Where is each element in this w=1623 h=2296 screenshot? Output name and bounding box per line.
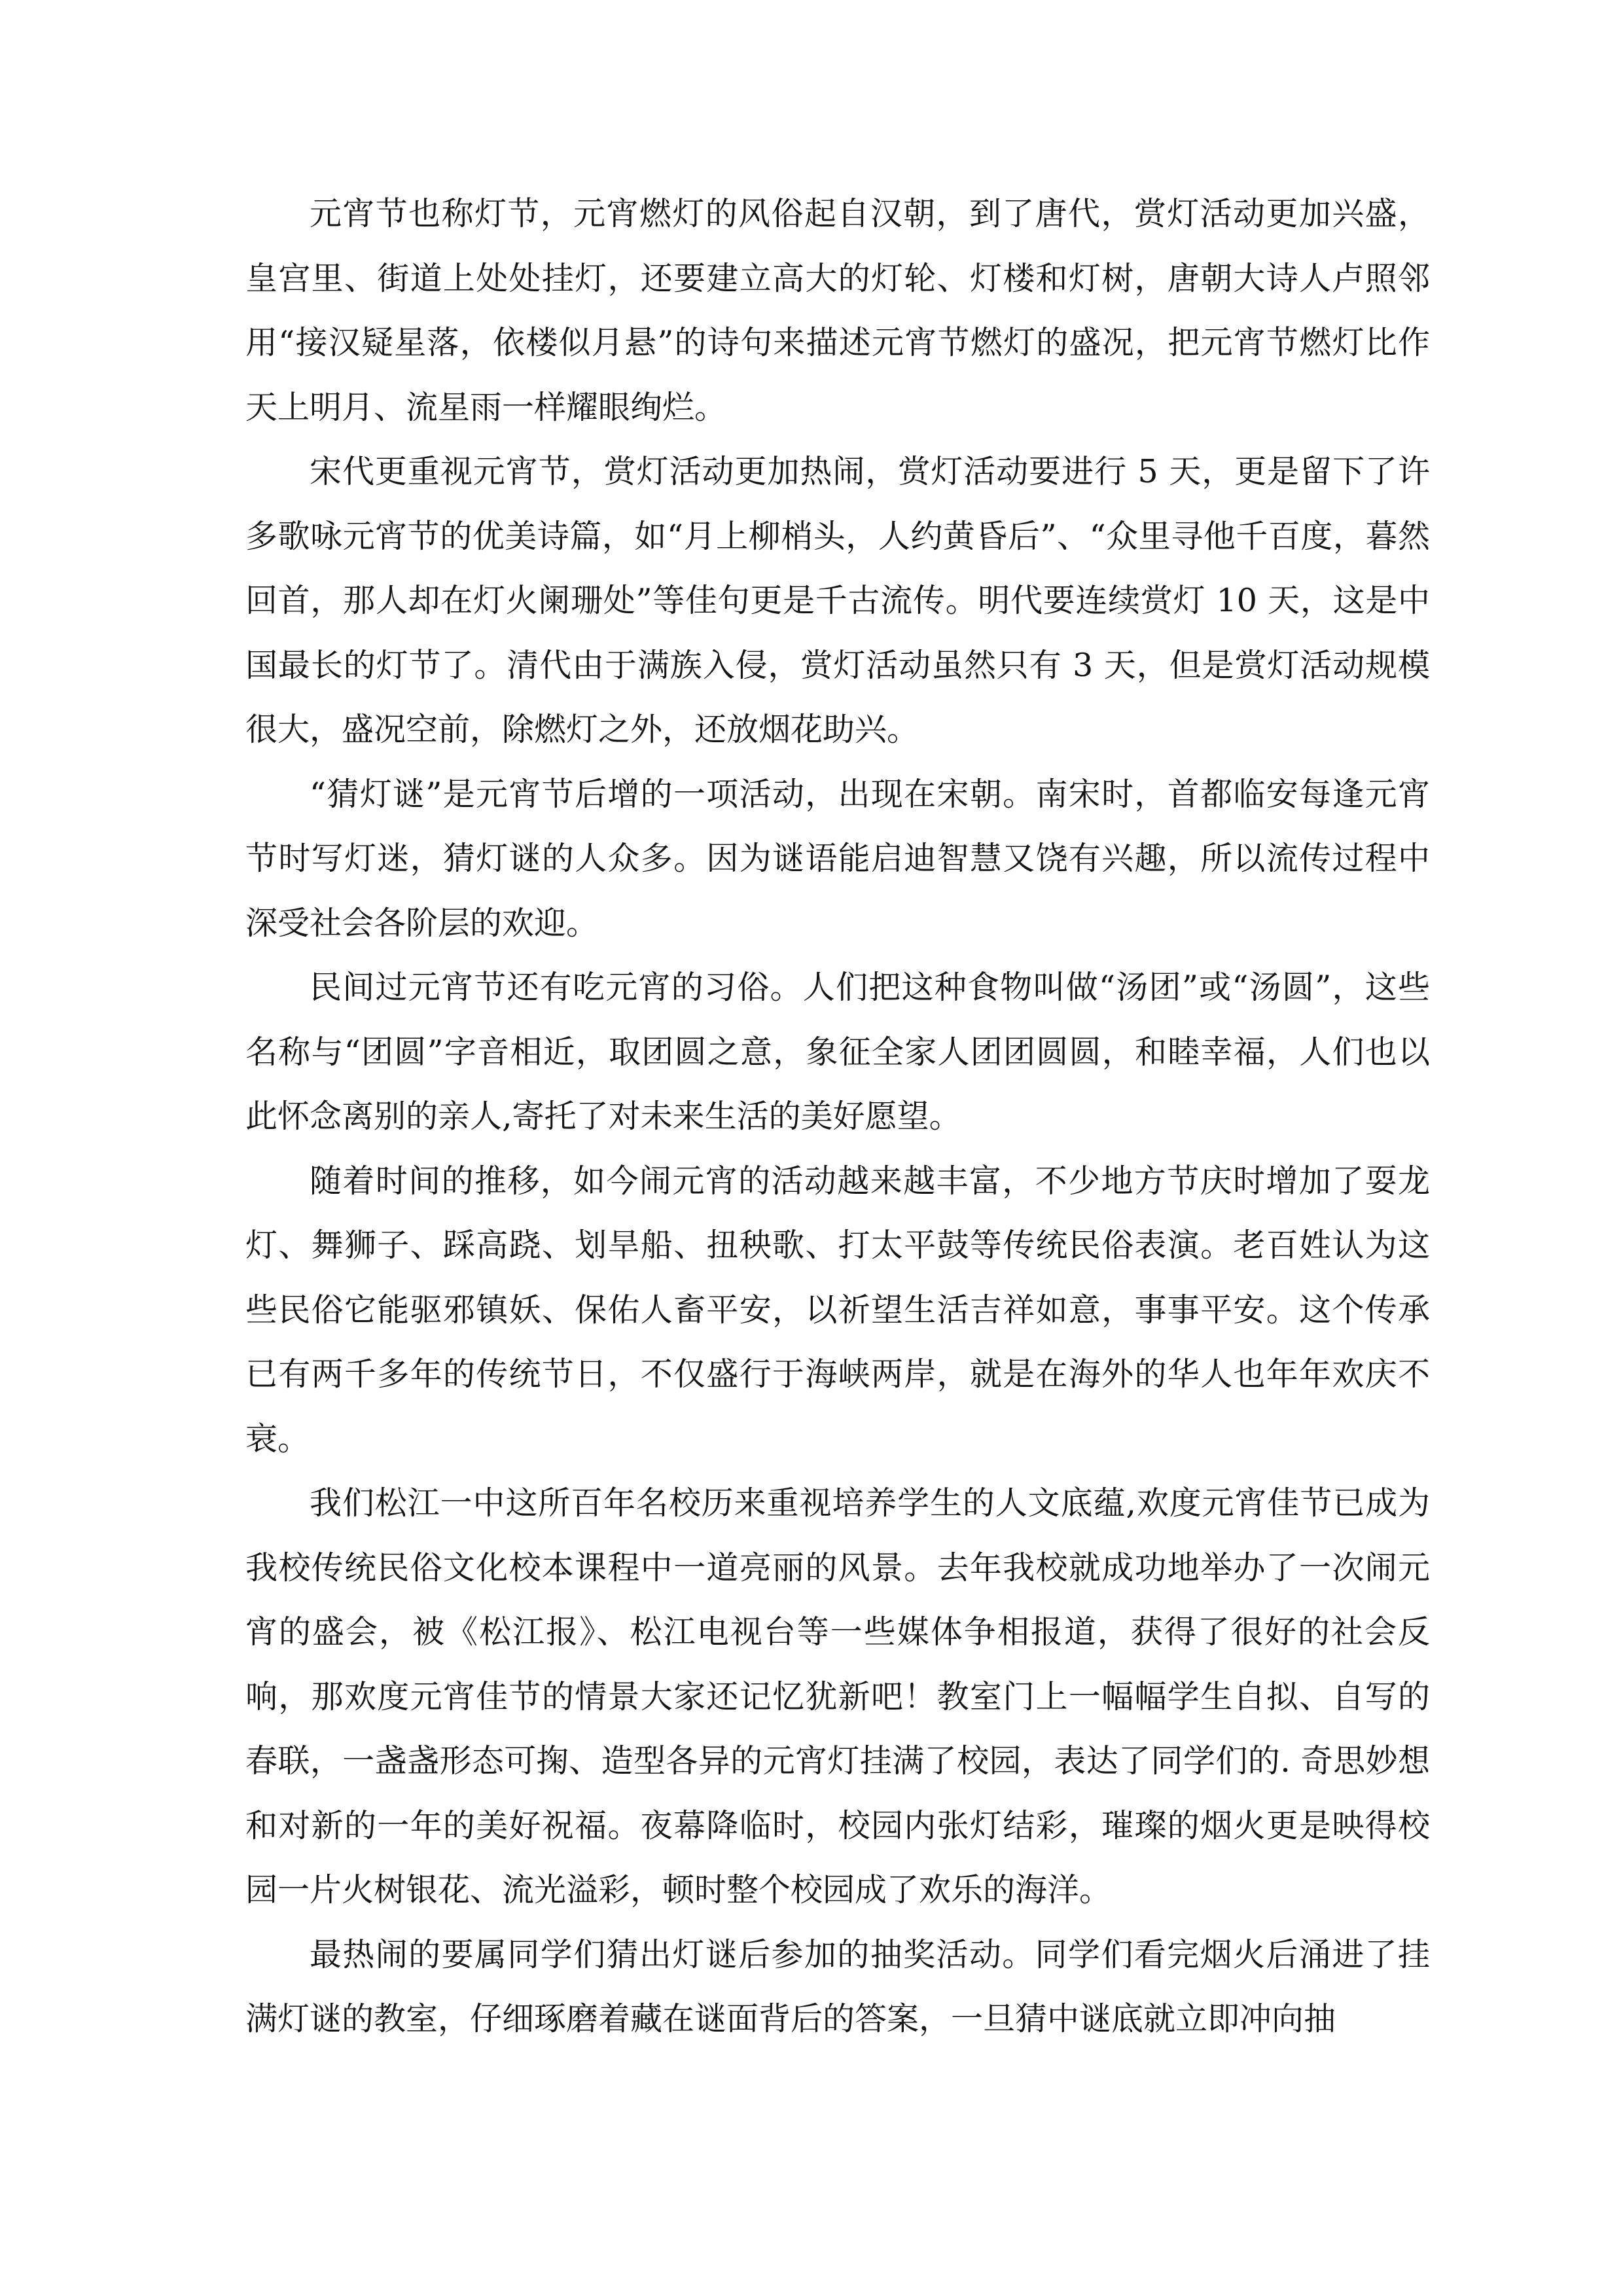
paragraph-lantern-riddles: “猜灯谜”是元宵节后增的一项活动，出现在宋朝。南宋时，首都临安每逢元宵节时写灯迷，猜灯谜的人众多。因为谜语能启迪智慧又饶有兴趣，所以流传过程中深受社会各阶层的欢迎。 (245, 775, 1430, 942)
paragraph-tangyuan-custom: 民间过元宵节还有吃元宵的习俗。人们把这种食物叫做“汤团”或“汤圆”，这些名称与“团圆”字音相近，取团圆之意，象征全家人团团圆圆，和睦幸福，人们也以此怀念离别的亲人,寄托了对未来生活的美好愿望。 (245, 969, 1430, 1135)
paragraph-folk-performances: 随着时间的推移，如今闹元宵的活动越来越丰富，不少地方节庆时增加了耍龙灯、舞狮子、踩高跷、划旱船、扭秧歌、打太平鼓等传统民俗表演。老百姓认为这些民俗它能驱邪镇妖、保佑人畜平安，以祈望生活吉祥如意，事事平安。这个传承已有两千多年的传统节日，不仅盛行于海峡两岸，就是在海外的华人也年年欢庆不衰。 (245, 1162, 1430, 1458)
document-body (245, 182, 1430, 2052)
paragraph-lantern-origin: 元宵节也称灯节，元宵燃灯的风俗起自汉朝，到了唐代，赏灯活动更加兴盛，皇宫里、街道上处处挂灯，还要建立高大的灯轮、灯楼和灯树，唐朝大诗人卢照邻用“接汉疑星落，依楼似月悬”的诗句来描述元宵节燃灯的盛况，把元宵节燃灯比作天上明月、流星雨一样耀眼绚烂。 (245, 195, 1430, 426)
paragraph-lottery-activity: 最热闹的要属同学们猜出灯谜后参加的抽奖活动。同学们看完烟火后涌进了挂满灯谜的教室，仔细琢磨着藏在谜面背后的答案，一旦猜中谜底就立即冲向抽 (245, 1935, 1430, 2037)
paragraph-song-ming-qing: 宋代更重视元宵节，赏灯活动更加热闹，赏灯活动要进行 5 天，更是留下了许多歌咏元宵节的优美诗篇，如“月上柳梢头，人约黄昏后”、“众里寻他千百度，暮然回首，那人却在灯火阑珊处”等佳句更是千古流传。明代要连续赏灯 10 天，这是中国最长的灯节了。清代由于满族入侵，赏灯活动虽然只有 3 天，但是赏灯活动规模很大，盛况空前，除燃灯之外，还放烟花助兴。 (245, 453, 1430, 748)
paragraph-school-celebration: 我们松江一中这所百年名校历来重视培养学生的人文底蕴,欢度元宵佳节已成为我校传统民俗文化校本课程中一道亮丽的风景。去年我校就成功地举办了一次闹元宵的盛会，被《松江报》、松江电视台等一些媒体争相报道，获得了很好的社会反响，那欢度元宵佳节的情景大家还记忆犹新吧！教室门上一幅幅学生自拟、自写的春联，一盏盏形态可掬、造型各异的元宵灯挂满了校园，表达了同学们的. 奇思妙想和对新的一年的美好祝福。夜幕降临时，校园内张灯结彩，璀璨的烟火更是映得校园一片火树银花、流光溢彩，顿时整个校园成了欢乐的海洋。 (245, 1484, 1430, 1909)
